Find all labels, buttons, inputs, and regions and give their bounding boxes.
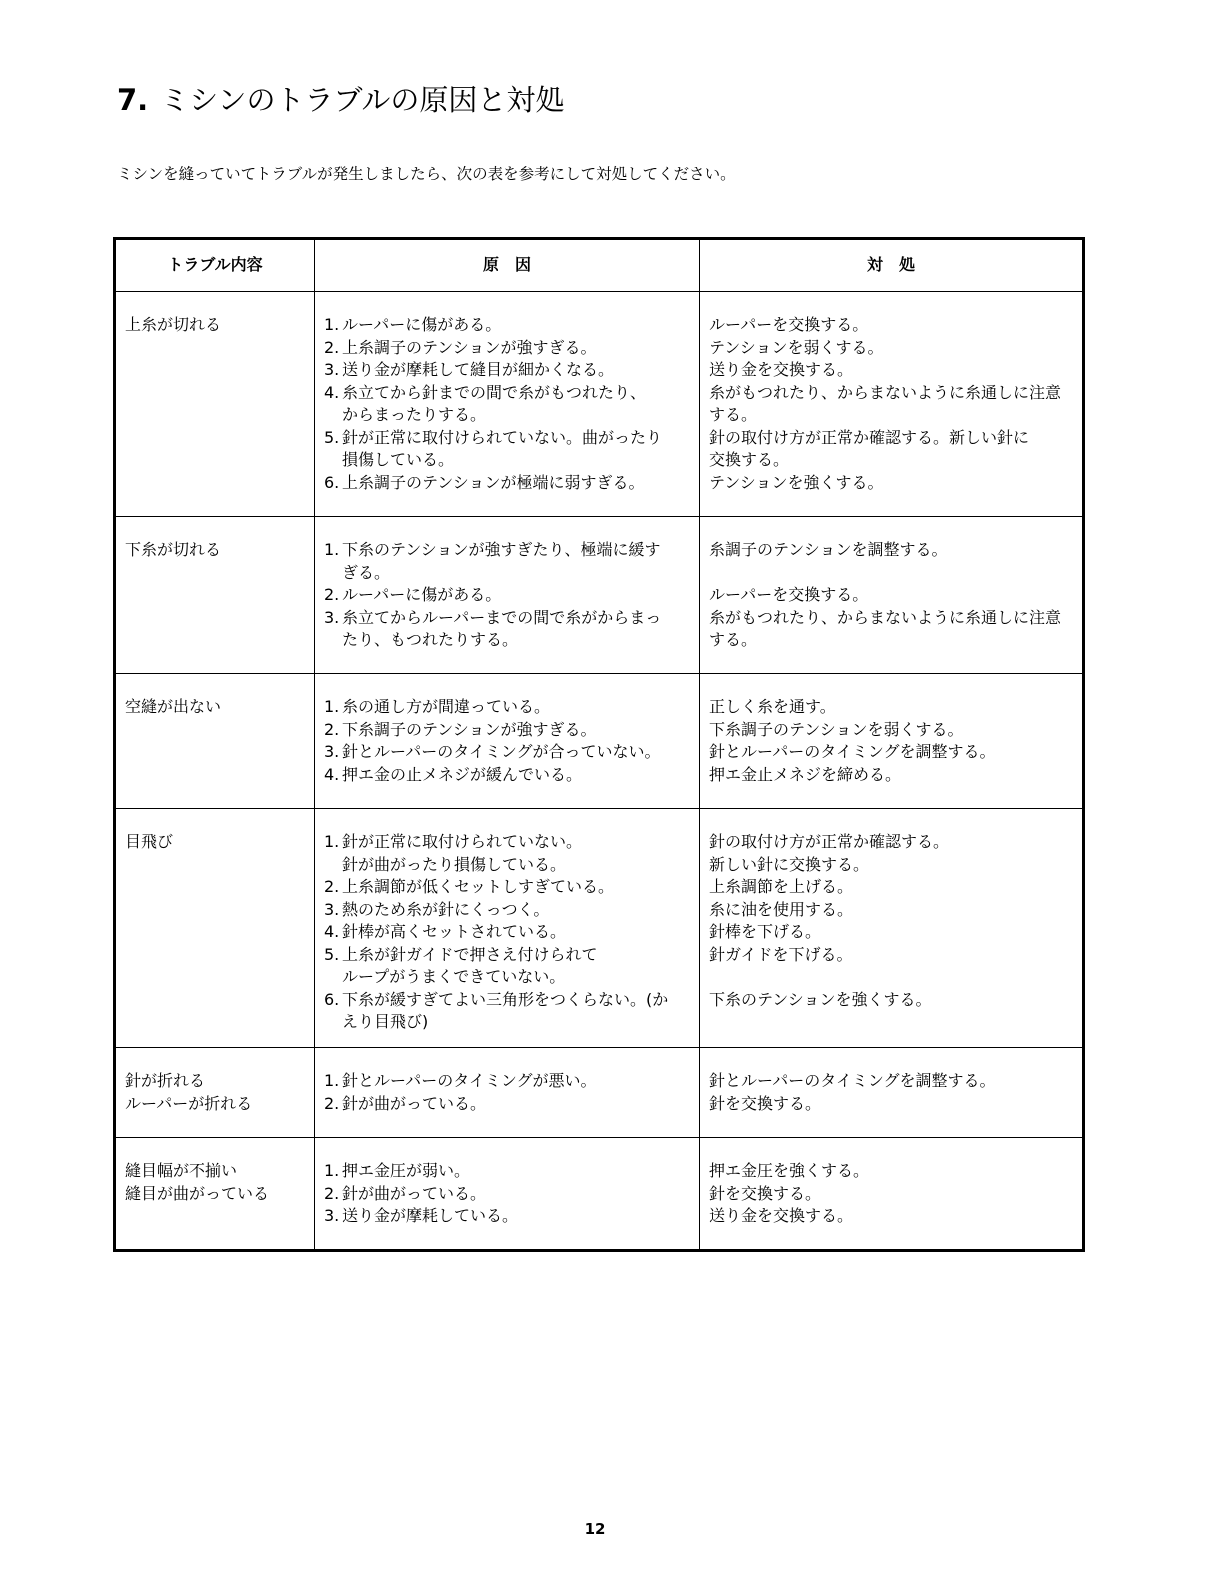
troubleshooting-table	[113, 237, 1085, 1252]
cause-cell	[315, 809, 700, 1048]
cause-number: 2.	[324, 585, 340, 604]
cause-text: 下糸調子のテンションが強すぎる。	[342, 719, 597, 739]
problem-cell	[115, 517, 315, 674]
page-title	[117, 78, 564, 119]
cause-text: 下糸が緩すぎてよい三角形をつくらない。(か えり目飛び)	[342, 989, 669, 1031]
cause-number: 2.	[324, 719, 340, 739]
cause-item	[324, 1183, 691, 1206]
cause-text: 熱のため糸が針にくっつく。	[342, 899, 550, 919]
remedy-text: 送り金を交換する。	[709, 360, 854, 379]
cause-number: 2.	[324, 1093, 340, 1113]
cause-item	[324, 314, 691, 337]
cause-text: 上糸が針ガイドで押さえ付けられて ループがうまくできていない。	[342, 944, 598, 986]
table-row	[115, 674, 1084, 809]
header-cause: 原 因	[315, 239, 700, 292]
cause-number: 1.	[324, 697, 340, 716]
cause-number: 3.	[324, 742, 340, 761]
cause-text: 上糸調節が低くセットしすぎている。	[342, 877, 615, 896]
problem-text: 縫目が曲がっている	[125, 1183, 270, 1203]
remedy-text: テンションを弱くする。	[709, 337, 884, 357]
remedy-text	[709, 966, 1074, 989]
remedy-text: 針を交換する。	[709, 1183, 822, 1203]
cause-number: 2.	[324, 1183, 340, 1203]
remedy-text	[709, 562, 1074, 585]
problem-cell	[115, 1048, 315, 1138]
problem-text: 下糸が切れる	[125, 540, 222, 559]
header-problem: トラブル内容	[115, 239, 315, 292]
remedy-text: する。	[709, 630, 758, 649]
remedy-text: 針ガイドを下げる。	[709, 944, 853, 964]
table-row	[115, 809, 1084, 1048]
cause-text: 上糸調子のテンションが極端に弱すぎる。	[342, 472, 645, 492]
cause-text: 押エ金の止メネジが緩んでいる。	[342, 764, 583, 784]
remedy-text: テンションを強くする。	[709, 472, 884, 492]
remedy-text: 糸に油を使用する。	[709, 899, 854, 919]
cause-number: 3.	[324, 607, 340, 627]
cause-number: 2.	[324, 337, 340, 357]
cause-item	[324, 359, 691, 382]
remedy-text: 針の取付け方が正常か確認する。	[709, 832, 950, 851]
cause-text: 針が正常に取付けられていない。曲がったり 損傷している。	[342, 427, 663, 469]
remedy-text: 正しく糸を通す。	[709, 697, 836, 716]
remedy-cell	[700, 292, 1084, 517]
cause-item	[324, 696, 691, 719]
cause-item	[324, 876, 691, 899]
cause-text: 糸立てからルーパーまでの間で糸がからまっ たり、もつれたりする。	[342, 607, 662, 649]
cause-text: 針が曲がっている。	[342, 1183, 487, 1203]
remedy-text: 針の取付け方が正常か確認する。新しい針に	[709, 427, 1030, 447]
cause-text: 上糸調子のテンションが強すぎる。	[342, 337, 597, 357]
cause-text: 下糸のテンションが強すぎたり、極端に緩す ぎる。	[342, 540, 661, 582]
section-title: ミシンのトラブルの原因と対処	[160, 83, 565, 117]
remedy-text: する。	[709, 405, 758, 424]
cause-item	[324, 607, 691, 652]
cause-item	[324, 584, 691, 607]
cause-item	[324, 989, 691, 1034]
cause-item	[324, 1205, 691, 1228]
cause-number: 4.	[324, 764, 340, 784]
table-row	[115, 1138, 1084, 1251]
cause-number: 1.	[324, 1071, 340, 1090]
cause-text: 針とルーパーのタイミングが合っていない。	[342, 742, 661, 761]
cause-item	[324, 472, 691, 495]
remedy-cell	[700, 517, 1084, 674]
cause-cell	[315, 292, 700, 517]
cause-text: 送り金が摩耗している。	[342, 1206, 519, 1225]
remedy-cell	[700, 809, 1084, 1048]
table-body	[115, 292, 1084, 1251]
remedy-text: ルーパーを交換する。	[709, 315, 869, 334]
cause-text: 送り金が摩耗して縫目が細かくなる。	[342, 360, 615, 379]
problem-text: 針が折れる	[125, 1071, 206, 1090]
header-remedy: 対 処	[700, 239, 1084, 292]
cause-text: 針が曲がっている。	[342, 1093, 487, 1113]
cause-item	[324, 719, 691, 742]
problem-cell	[115, 1138, 315, 1251]
cause-item	[324, 1093, 691, 1116]
remedy-text: 送り金を交換する。	[709, 1206, 854, 1225]
remedy-text: 針棒を下げる。	[709, 922, 822, 941]
cause-item	[324, 764, 691, 787]
cause-number: 1.	[324, 540, 340, 559]
remedy-cell	[700, 1138, 1084, 1251]
table-row	[115, 1048, 1084, 1138]
remedy-text: 押エ金圧を強くする。	[709, 1161, 870, 1180]
remedy-text: 上糸調節を上げる。	[709, 877, 854, 896]
remedy-text: 糸調子のテンションを調整する。	[709, 540, 948, 559]
table-row	[115, 292, 1084, 517]
cause-number: 4.	[324, 922, 340, 941]
remedy-text: 針を交換する。	[709, 1093, 822, 1113]
cause-number: 4.	[324, 382, 340, 402]
remedy-text: 交換する。	[709, 450, 790, 469]
cause-number: 6.	[324, 989, 340, 1009]
cause-item	[324, 944, 691, 989]
section-number: 7.	[117, 83, 149, 117]
remedy-text: 糸がもつれたり、からまないように糸通しに注意	[709, 607, 1062, 627]
cause-item	[324, 831, 691, 876]
cause-number: 1.	[324, 315, 340, 334]
problem-text: ルーパーが折れる	[125, 1093, 253, 1113]
cause-text: ルーパーに傷がある。	[342, 585, 502, 604]
cause-number: 3.	[324, 899, 340, 919]
cause-text: 押エ金圧が弱い。	[342, 1161, 471, 1180]
cause-item	[324, 921, 691, 944]
cause-item	[324, 1160, 691, 1183]
cause-number: 1.	[324, 832, 340, 851]
cause-number: 2.	[324, 877, 340, 896]
intro-text: ミシンを縫っていてトラブルが発生しましたら、次の表を参考にして対処してください。	[117, 165, 736, 183]
cause-number: 6.	[324, 472, 340, 492]
cause-item	[324, 382, 691, 427]
cause-text: 糸立てから針までの間で糸がもつれたり、 からまったりする。	[342, 382, 647, 424]
cause-number: 3.	[324, 360, 340, 379]
problem-text: 目飛び	[125, 832, 174, 851]
cause-item	[324, 1070, 691, 1093]
remedy-text: 新しい針に交換する。	[709, 854, 870, 874]
problem-text: 縫目幅が不揃い	[125, 1161, 238, 1180]
cause-item	[324, 539, 691, 584]
cause-text: ルーパーに傷がある。	[342, 315, 502, 334]
remedy-text: 針とルーパーのタイミングを調整する。	[709, 742, 996, 761]
remedy-cell	[700, 1048, 1084, 1138]
cause-number: 1.	[324, 1161, 340, 1180]
problem-text: 空縫が出ない	[125, 697, 222, 716]
cause-item	[324, 899, 691, 922]
cause-cell	[315, 1048, 700, 1138]
cause-item	[324, 427, 691, 472]
cause-cell	[315, 517, 700, 674]
cause-text: 針が正常に取付けられていない。 針が曲がったり損傷している。	[342, 832, 583, 874]
table-header-row	[115, 239, 1084, 292]
remedy-text: ルーパーを交換する。	[709, 585, 869, 604]
cause-cell	[315, 674, 700, 809]
cause-text: 針とルーパーのタイミングが悪い。	[342, 1071, 597, 1090]
cause-number: 5.	[324, 427, 340, 447]
problem-cell	[115, 674, 315, 809]
remedy-text: 押エ金止メネジを締める。	[709, 764, 902, 784]
cause-cell	[315, 1138, 700, 1251]
remedy-text: 糸がもつれたり、からまないように糸通しに注意	[709, 382, 1062, 402]
page-number: 12	[584, 1520, 606, 1538]
cause-text: 針棒が高くセットされている。	[342, 922, 567, 941]
problem-cell	[115, 809, 315, 1048]
remedy-text: 下糸調子のテンションを弱くする。	[709, 719, 964, 739]
cause-number: 3.	[324, 1206, 340, 1225]
cause-item	[324, 741, 691, 764]
cause-number: 5.	[324, 944, 340, 964]
cause-text: 糸の通し方が間違っている。	[342, 697, 551, 716]
remedy-cell	[700, 674, 1084, 809]
remedy-text: 針とルーパーのタイミングを調整する。	[709, 1071, 996, 1090]
remedy-text: 下糸のテンションを強くする。	[709, 989, 932, 1009]
table-row	[115, 517, 1084, 674]
cause-item	[324, 337, 691, 360]
problem-cell	[115, 292, 315, 517]
problem-text: 上糸が切れる	[125, 315, 222, 334]
